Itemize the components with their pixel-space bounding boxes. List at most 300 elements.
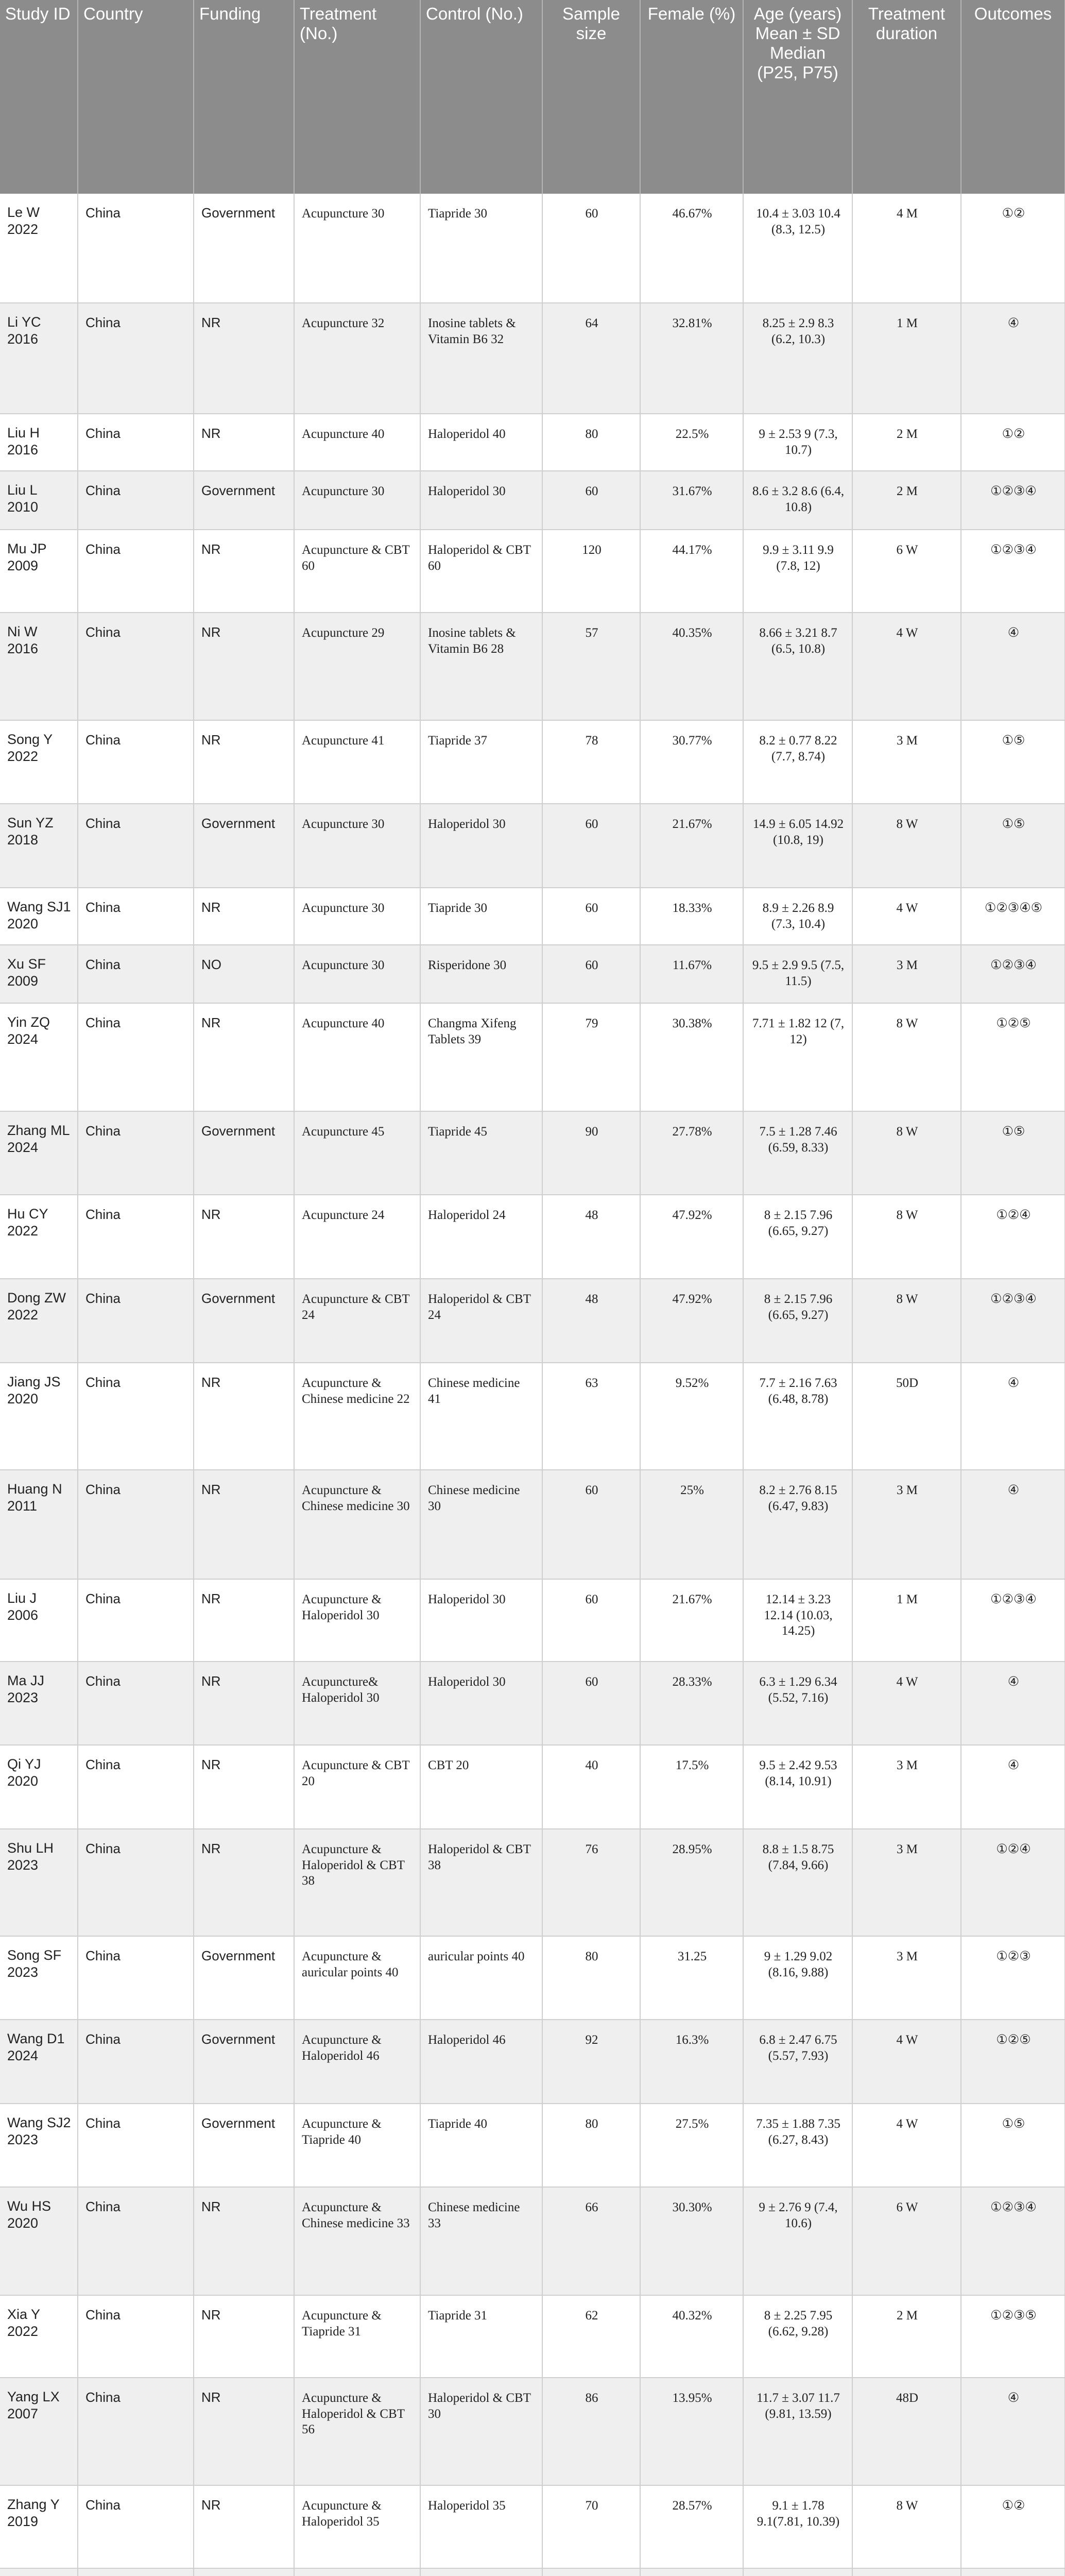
table-row [0, 2568, 1065, 2576]
header-funding: Funding [194, 0, 294, 194]
cell-treatment-duration: 4 W [852, 1662, 961, 1745]
cell-treatment-duration: 3 M [852, 1936, 961, 2020]
cell-outcomes: ①⑤ [961, 720, 1065, 804]
cell-control: Risperidone 30 [420, 945, 542, 1003]
cell-sample-size: 80 [542, 1936, 640, 2020]
cell-study-id: Song Y 2022 [0, 720, 78, 804]
cell-country [78, 2568, 194, 2576]
table-row [0, 1745, 1065, 1829]
cell-sample-size: 79 [542, 1003, 640, 1111]
cell-sample-size: 70 [542, 2485, 640, 2568]
cell-age: 8.25 ± 2.9 8.3 (6.2, 10.3) [743, 303, 852, 414]
table-row [0, 945, 1065, 1003]
cell-sample-size: 40 [542, 1745, 640, 1829]
cell-sample-size: 66 [542, 2187, 640, 2295]
cell-study-id: Shu LH 2023 [0, 1829, 78, 1936]
cell-country: China [78, 2187, 194, 2295]
header-outcomes: Outcomes [961, 0, 1065, 194]
cell-treatment-duration: 4 W [852, 2104, 961, 2187]
cell-country: China [78, 1111, 194, 1195]
header-control: Control (No.) [420, 0, 542, 194]
cell-treatment: Acupuncture & Tiapride 40 [294, 2104, 420, 2187]
cell-outcomes: ④ [961, 613, 1065, 720]
cell-treatment: Acupuncture 30 [294, 471, 420, 530]
cell-treatment-duration: 6 W [852, 530, 961, 613]
cell-study-id: Dong ZW 2022 [0, 1279, 78, 1363]
cell-sample-size [542, 2568, 640, 2576]
cell-treatment-duration: 50D [852, 1363, 961, 1470]
table-row [0, 804, 1065, 888]
cell-funding: Government [194, 194, 294, 303]
cell-funding: Government [194, 804, 294, 888]
cell-treatment: Acupuncture 32 [294, 303, 420, 414]
table-row [0, 1829, 1065, 1936]
cell-outcomes: ①② [961, 194, 1065, 303]
cell-country: China [78, 1745, 194, 1829]
cell-funding: NR [194, 2485, 294, 2568]
cell-age [743, 2568, 852, 2576]
cell-age: 11.7 ± 3.07 11.7 (9.81, 13.59) [743, 2378, 852, 2485]
cell-funding: NR [194, 1662, 294, 1745]
cell-sample-size: 62 [542, 2295, 640, 2378]
cell-study-id: Qi YJ 2020 [0, 1745, 78, 1829]
cell-treatment: Acupuncture & Haloperidol 35 [294, 2485, 420, 2568]
cell-age: 7.71 ± 1.82 12 (7, 12) [743, 1003, 852, 1111]
header-country: Country [78, 0, 194, 194]
cell-treatment-duration: 3 M [852, 1470, 961, 1579]
cell-control: Haloperidol 24 [420, 1195, 542, 1279]
cell-age: 9.5 ± 2.42 9.53 (8.14, 10.91) [743, 1745, 852, 1829]
cell-country: China [78, 1579, 194, 1662]
table-row [0, 2187, 1065, 2295]
cell-female: 27.5% [640, 2104, 743, 2187]
cell-age: 9.1 ± 1.78 9.1(7.81, 10.39) [743, 2485, 852, 2568]
cell-control: Haloperidol & CBT 30 [420, 2378, 542, 2485]
cell-treatment-duration: 4 W [852, 2020, 961, 2104]
cell-country: China [78, 303, 194, 414]
cell-treatment-duration: 3 M [852, 945, 961, 1003]
cell-funding: NR [194, 1363, 294, 1470]
cell-control: Tiapride 40 [420, 2104, 542, 2187]
cell-female: 11.67% [640, 945, 743, 1003]
table-body [0, 194, 1065, 2576]
cell-country: China [78, 1662, 194, 1745]
cell-study-id: Huang N 2011 [0, 1470, 78, 1579]
cell-age: 9 ± 2.53 9 (7.3, 10.7) [743, 414, 852, 471]
table-row [0, 2485, 1065, 2568]
cell-control: Haloperidol & CBT 38 [420, 1829, 542, 1936]
cell-funding: NR [194, 1470, 294, 1579]
cell-female: 28.95% [640, 1829, 743, 1936]
cell-age: 9 ± 1.29 9.02 (8.16, 9.88) [743, 1936, 852, 2020]
table-row [0, 1195, 1065, 1279]
cell-outcomes: ①②③④ [961, 945, 1065, 1003]
header-study-id: Study ID [0, 0, 78, 194]
cell-country: China [78, 2020, 194, 2104]
cell-treatment: Acupuncture 30 [294, 194, 420, 303]
cell-funding: Government [194, 2104, 294, 2187]
cell-female: 18.33% [640, 888, 743, 945]
cell-treatment: Acupuncture 45 [294, 1111, 420, 1195]
cell-female: 28.33% [640, 1662, 743, 1745]
cell-female: 32.81% [640, 303, 743, 414]
cell-control: Chinese medicine 33 [420, 2187, 542, 2295]
cell-country: China [78, 888, 194, 945]
cell-country: China [78, 194, 194, 303]
cell-sample-size: 86 [542, 2378, 640, 2485]
table-row [0, 888, 1065, 945]
cell-age: 8.8 ± 1.5 8.75 (7.84, 9.66) [743, 1829, 852, 1936]
cell-female: 47.92% [640, 1195, 743, 1279]
cell-study-id: Zhang Y 2019 [0, 2485, 78, 2568]
cell-treatment-duration: 8 W [852, 2485, 961, 2568]
cell-outcomes: ④ [961, 2378, 1065, 2485]
cell-age: 8.2 ± 2.76 8.15 (6.47, 9.83) [743, 1470, 852, 1579]
table-row [0, 720, 1065, 804]
cell-outcomes: ①⑤ [961, 1111, 1065, 1195]
cell-control: auricular points 40 [420, 1936, 542, 2020]
cell-sample-size: 120 [542, 530, 640, 613]
cell-sample-size: 63 [542, 1363, 640, 1470]
table-row [0, 1470, 1065, 1579]
cell-control [420, 2568, 542, 2576]
cell-outcomes: ①②③④ [961, 471, 1065, 530]
cell-treatment-duration: 8 W [852, 1003, 961, 1111]
cell-treatment: Acupuncture & Chinese medicine 30 [294, 1470, 420, 1579]
cell-sample-size: 80 [542, 414, 640, 471]
cell-study-id: Li YC 2016 [0, 303, 78, 414]
cell-female: 30.30% [640, 2187, 743, 2295]
table-header [0, 0, 1065, 194]
cell-study-id: Song SF 2023 [0, 1936, 78, 2020]
cell-treatment: Acupuncture & Haloperidol 46 [294, 2020, 420, 2104]
cell-treatment: Acupuncture & CBT 60 [294, 530, 420, 613]
cell-treatment-duration: 8 W [852, 804, 961, 888]
cell-sample-size: 57 [542, 613, 640, 720]
cell-treatment-duration: 48D [852, 2378, 961, 2485]
cell-sample-size: 76 [542, 1829, 640, 1936]
cell-control: Chinese medicine 41 [420, 1363, 542, 1470]
cell-treatment: Acupuncture & Chinese medicine 22 [294, 1363, 420, 1470]
cell-study-id: Xia Y 2022 [0, 2295, 78, 2378]
cell-study-id: Xu SF 2009 [0, 945, 78, 1003]
cell-treatment: Acupuncture & Haloperidol & CBT 56 [294, 2378, 420, 2485]
cell-female: 46.67% [640, 194, 743, 303]
cell-treatment: Acupuncture 30 [294, 804, 420, 888]
cell-control: Haloperidol 30 [420, 804, 542, 888]
cell-study-id: Yin ZQ 2024 [0, 1003, 78, 1111]
cell-female: 30.38% [640, 1003, 743, 1111]
cell-country: China [78, 804, 194, 888]
cell-control: CBT 20 [420, 1745, 542, 1829]
table-row [0, 303, 1065, 414]
cell-country: China [78, 2295, 194, 2378]
cell-treatment: Acupuncture 40 [294, 414, 420, 471]
header-treatment-duration: Treatment duration [852, 0, 961, 194]
cell-control: Haloperidol 40 [420, 414, 542, 471]
cell-treatment-duration: 3 M [852, 720, 961, 804]
cell-country: China [78, 2378, 194, 2485]
cell-country: China [78, 1279, 194, 1363]
header-sample-size: Sample size [542, 0, 640, 194]
cell-female: 28.57% [640, 2485, 743, 2568]
table-row [0, 194, 1065, 303]
header-row [0, 0, 1065, 194]
cell-female: 21.67% [640, 804, 743, 888]
table-row [0, 2295, 1065, 2378]
cell-age: 14.9 ± 6.05 14.92 (10.8, 19) [743, 804, 852, 888]
cell-outcomes: ④ [961, 1470, 1065, 1579]
cell-sample-size: 48 [542, 1279, 640, 1363]
cell-funding: NR [194, 2295, 294, 2378]
cell-country: China [78, 1363, 194, 1470]
cell-treatment-duration: 2 M [852, 2295, 961, 2378]
cell-outcomes: ①⑤ [961, 804, 1065, 888]
cell-funding [194, 2568, 294, 2576]
cell-treatment: Acupuncture 30 [294, 888, 420, 945]
cell-study-id: Mu JP 2009 [0, 530, 78, 613]
cell-female: 25% [640, 1470, 743, 1579]
cell-outcomes: ①②③④ [961, 1279, 1065, 1363]
cell-outcomes: ①②④ [961, 1195, 1065, 1279]
cell-outcomes [961, 2568, 1065, 2576]
cell-study-id: Wang SJ1 2020 [0, 888, 78, 945]
cell-treatment-duration: 2 M [852, 471, 961, 530]
cell-age: 9 ± 2.76 9 (7.4, 10.6) [743, 2187, 852, 2295]
cell-study-id: Sun YZ 2018 [0, 804, 78, 888]
cell-country: China [78, 945, 194, 1003]
cell-funding: NR [194, 613, 294, 720]
cell-study-id: Ni W 2016 [0, 613, 78, 720]
cell-control: Tiapride 45 [420, 1111, 542, 1195]
cell-study-id: Liu L 2010 [0, 471, 78, 530]
cell-funding: NR [194, 303, 294, 414]
cell-outcomes: ④ [961, 1662, 1065, 1745]
cell-sample-size: 60 [542, 194, 640, 303]
cell-control: Haloperidol 30 [420, 1662, 542, 1745]
cell-control: Tiapride 37 [420, 720, 542, 804]
cell-country: China [78, 1470, 194, 1579]
cell-outcomes: ①②③④ [961, 1579, 1065, 1662]
cell-treatment-duration: 2 M [852, 414, 961, 471]
cell-female: 30.77% [640, 720, 743, 804]
cell-age: 9.9 ± 3.11 9.9 (7.8, 12) [743, 530, 852, 613]
cell-country: China [78, 1829, 194, 1936]
cell-treatment: Acupuncture & Haloperidol & CBT 38 [294, 1829, 420, 1936]
cell-study-id: Liu J 2006 [0, 1579, 78, 1662]
cell-funding: NR [194, 1829, 294, 1936]
cell-outcomes: ①②⑤ [961, 1003, 1065, 1111]
cell-treatment: Acupuncture& Haloperidol 30 [294, 1662, 420, 1745]
cell-country: China [78, 1003, 194, 1111]
table-row [0, 2020, 1065, 2104]
cell-outcomes: ④ [961, 1363, 1065, 1470]
cell-age: 7.5 ± 1.28 7.46 (6.59, 8.33) [743, 1111, 852, 1195]
table-row [0, 2378, 1065, 2485]
cell-age: 7.35 ± 1.88 7.35 (6.27, 8.43) [743, 2104, 852, 2187]
table-row [0, 2104, 1065, 2187]
header-age: Age (years) Mean ± SD Median (P25, P75) [743, 0, 852, 194]
cell-female [640, 2568, 743, 2576]
cell-outcomes: ①⑤ [961, 2104, 1065, 2187]
cell-sample-size: 64 [542, 303, 640, 414]
cell-outcomes: ①②③④ [961, 530, 1065, 613]
cell-country: China [78, 613, 194, 720]
cell-female: 13.95% [640, 2378, 743, 2485]
cell-sample-size: 60 [542, 1579, 640, 1662]
cell-country: China [78, 1195, 194, 1279]
cell-funding: Government [194, 1936, 294, 2020]
cell-study-id: Zhang ML 2024 [0, 1111, 78, 1195]
header-treatment: Treatment (No.) [294, 0, 420, 194]
cell-outcomes: ①② [961, 414, 1065, 471]
cell-control: Tiapride 31 [420, 2295, 542, 2378]
cell-country: China [78, 2485, 194, 2568]
cell-female: 21.67% [640, 1579, 743, 1662]
cell-country: China [78, 414, 194, 471]
cell-treatment-duration: 4 M [852, 194, 961, 303]
cell-age: 8 ± 2.15 7.96 (6.65, 9.27) [743, 1195, 852, 1279]
cell-treatment: Acupuncture 24 [294, 1195, 420, 1279]
cell-age: 8.2 ± 0.77 8.22 (7.7, 8.74) [743, 720, 852, 804]
cell-treatment-duration: 1 M [852, 303, 961, 414]
cell-female: 22.5% [640, 414, 743, 471]
cell-sample-size: 90 [542, 1111, 640, 1195]
cell-funding: Government [194, 2020, 294, 2104]
cell-treatment [294, 2568, 420, 2576]
cell-female: 27.78% [640, 1111, 743, 1195]
cell-treatment: Acupuncture & CBT 20 [294, 1745, 420, 1829]
cell-funding: NR [194, 720, 294, 804]
cell-control: Haloperidol & CBT 60 [420, 530, 542, 613]
cell-control: Haloperidol 46 [420, 2020, 542, 2104]
cell-treatment-duration: 4 W [852, 888, 961, 945]
cell-country: China [78, 530, 194, 613]
cell-treatment-duration: 6 W [852, 2187, 961, 2295]
cell-study-id: Wang D1 2024 [0, 2020, 78, 2104]
cell-sample-size: 92 [542, 2020, 640, 2104]
cell-female: 17.5% [640, 1745, 743, 1829]
cell-sample-size: 48 [542, 1195, 640, 1279]
cell-sample-size: 60 [542, 888, 640, 945]
table-row [0, 471, 1065, 530]
cell-treatment-duration: 1 M [852, 1579, 961, 1662]
cell-female: 44.17% [640, 530, 743, 613]
cell-funding: Government [194, 471, 294, 530]
cell-funding: NR [194, 1745, 294, 1829]
cell-sample-size: 80 [542, 2104, 640, 2187]
cell-female: 47.92% [640, 1279, 743, 1363]
cell-age: 10.4 ± 3.03 10.4 (8.3, 12.5) [743, 194, 852, 303]
cell-age: 8.6 ± 3.2 8.6 (6.4, 10.8) [743, 471, 852, 530]
header-female: Female (%) [640, 0, 743, 194]
cell-country: China [78, 720, 194, 804]
cell-treatment: Acupuncture & auricular points 40 [294, 1936, 420, 2020]
cell-country: China [78, 471, 194, 530]
cell-treatment: Acupuncture 30 [294, 945, 420, 1003]
cell-control: Haloperidol 30 [420, 471, 542, 530]
table-row [0, 530, 1065, 613]
cell-treatment-duration [852, 2568, 961, 2576]
cell-sample-size: 60 [542, 471, 640, 530]
cell-outcomes: ①②③④ [961, 2187, 1065, 2295]
cell-female: 40.35% [640, 613, 743, 720]
cell-control: Haloperidol 35 [420, 2485, 542, 2568]
cell-sample-size: 60 [542, 1470, 640, 1579]
cell-age: 8 ± 2.25 7.95 (6.62, 9.28) [743, 2295, 852, 2378]
cell-treatment: Acupuncture & Tiapride 31 [294, 2295, 420, 2378]
table-row [0, 1936, 1065, 2020]
cell-female: 40.32% [640, 2295, 743, 2378]
cell-outcomes: ①②③ [961, 1936, 1065, 2020]
cell-control: Tiapride 30 [420, 888, 542, 945]
cell-control: Tiapride 30 [420, 194, 542, 303]
cell-study-id [0, 2568, 78, 2576]
cell-age: 12.14 ± 3.23 12.14 (10.03, 14.25) [743, 1579, 852, 1662]
cell-study-id: Hu CY 2022 [0, 1195, 78, 1279]
cell-treatment: Acupuncture 40 [294, 1003, 420, 1111]
cell-study-id: Jiang JS 2020 [0, 1363, 78, 1470]
cell-control: Haloperidol 30 [420, 1579, 542, 1662]
table-row [0, 1003, 1065, 1111]
cell-treatment: Acupuncture & CBT 24 [294, 1279, 420, 1363]
cell-treatment: Acupuncture & Haloperidol 30 [294, 1579, 420, 1662]
table-row [0, 1111, 1065, 1195]
cell-study-id: Liu H 2016 [0, 414, 78, 471]
cell-age: 6.8 ± 2.47 6.75 (5.57, 7.93) [743, 2020, 852, 2104]
cell-sample-size: 78 [542, 720, 640, 804]
cell-country: China [78, 1936, 194, 2020]
cell-study-id: Wu HS 2020 [0, 2187, 78, 2295]
cell-study-id: Yang LX 2007 [0, 2378, 78, 2485]
cell-funding: NR [194, 1579, 294, 1662]
cell-age: 7.7 ± 2.16 7.63 (6.48, 8.78) [743, 1363, 852, 1470]
cell-female: 31.67% [640, 471, 743, 530]
table-row [0, 1579, 1065, 1662]
cell-control: Chinese medicine 30 [420, 1470, 542, 1579]
cell-outcomes: ①②⑤ [961, 2020, 1065, 2104]
cell-female: 16.3% [640, 2020, 743, 2104]
cell-age: 8.9 ± 2.26 8.9 (7.3, 10.4) [743, 888, 852, 945]
cell-study-id: Ma JJ 2023 [0, 1662, 78, 1745]
cell-funding: NO [194, 945, 294, 1003]
cell-funding: NR [194, 414, 294, 471]
cell-funding: Government [194, 1279, 294, 1363]
cell-treatment-duration: 8 W [852, 1279, 961, 1363]
table-row [0, 1363, 1065, 1470]
cell-country: China [78, 2104, 194, 2187]
cell-treatment-duration: 3 M [852, 1745, 961, 1829]
cell-outcomes: ④ [961, 303, 1065, 414]
cell-outcomes: ①②③④⑤ [961, 888, 1065, 945]
table-row [0, 414, 1065, 471]
cell-treatment-duration: 3 M [852, 1829, 961, 1936]
cell-treatment: Acupuncture 41 [294, 720, 420, 804]
cell-funding: NR [194, 2378, 294, 2485]
cell-sample-size: 60 [542, 945, 640, 1003]
cell-study-id: Le W 2022 [0, 194, 78, 303]
cell-funding: Government [194, 1111, 294, 1195]
cell-female: 31.25 [640, 1936, 743, 2020]
cell-funding: NR [194, 1195, 294, 1279]
table-row [0, 1279, 1065, 1363]
cell-treatment-duration: 8 W [852, 1195, 961, 1279]
table-row [0, 1662, 1065, 1745]
cell-age: 8 ± 2.15 7.96 (6.65, 9.27) [743, 1279, 852, 1363]
table-row [0, 613, 1065, 720]
cell-age: 9.5 ± 2.9 9.5 (7.5, 11.5) [743, 945, 852, 1003]
cell-sample-size: 60 [542, 804, 640, 888]
